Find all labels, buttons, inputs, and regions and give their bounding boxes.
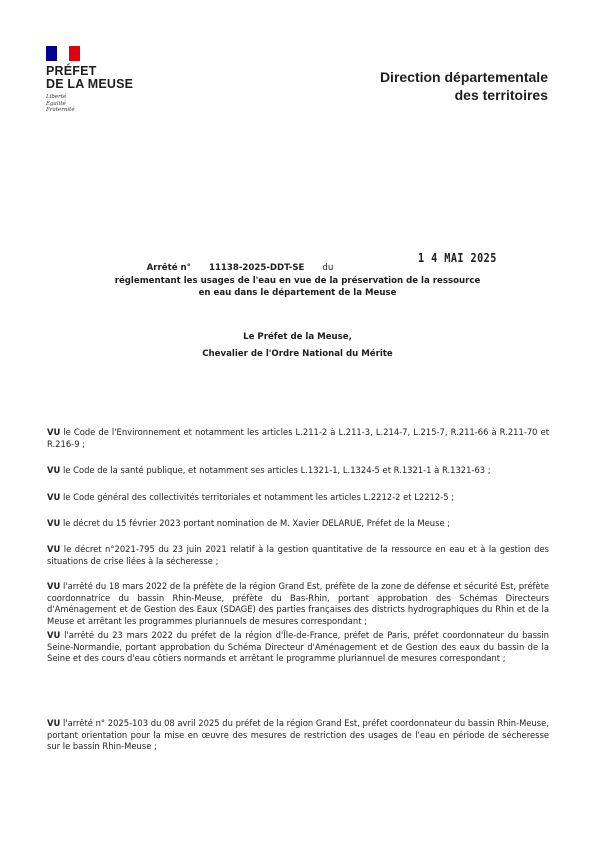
signer-block [0,329,595,363]
direction-line2: des territoires [454,87,548,103]
vu-paragraph [47,718,549,753]
vu-label: VU [47,544,61,554]
vu-paragraph [47,544,549,567]
decree-title-line3: en eau dans le département de la Meuse [198,288,397,298]
prefecture-logo [46,46,156,114]
motto-liberte: Liberté [46,94,67,100]
vu-paragraph [47,630,549,665]
issuing-direction [380,68,548,104]
decree-title-line1 [0,262,595,275]
decree-title-line2: réglementant les usages de l'eau en vue de la préservation de la ressource [114,275,481,286]
decree-du: du [322,263,334,273]
marianne-flag-icon [46,46,80,61]
motto-egalite: Égalité [46,100,66,107]
vu-text: le Code de l'Environnement et notamment les articles L.211-2 à L.211-3, L.214-7, L.215-7, R.211-66 à R.211-70 et R.216-9 ; [47,427,550,449]
vu-label: VU [47,718,61,728]
signer-line2: Chevalier de l'Ordre National du Mérite [202,349,393,359]
decree-label: Arrêté n° [146,263,191,273]
prefecture-name-line2: DE LA MEUSE [46,77,134,91]
vu-label: VU [47,427,61,437]
vu-text: le Code de la santé publique, et notamment ses articles L.1321-1, L.1324-5 et R.1321-1 à R.1321-63 ; [62,465,491,475]
vu-text: l'arrêté du 23 mars 2022 du préfet de la région d'Île-de-France, préfet de Paris, préfet coordonnateur du bassin Seine-Normandie, portant approbation du Schéma Directeur d'Aménagement et de Gestion des eaux du bassin de la Seine et des cours d'eau côtiers normands et arrêtant le programme pluriannuel de mesures correspondant ; [47,630,549,664]
vu-text: l'arrêté n° 2025-103 du 08 avril 2025 du préfet de la région Grand Est, préfet coordonnateur du bassin Rhin-Meuse, portant orientation pour la mise en œuvre des mesures de restriction des usages de l'eau en période de sécheresse sur le bassin Rhin-Meuse ; [47,718,549,752]
vu-text: le décret du 15 février 2023 portant nomination de M. Xavier DELARUE, Préfet de la Meuse ; [62,518,451,528]
signer-line1: Le Préfet de la Meuse, [243,332,352,342]
vu-label: VU [47,581,61,591]
prefecture-name-line1: PRÉFET [46,64,97,78]
vu-paragraph [47,492,549,504]
vu-label: VU [47,465,61,475]
prefecture-name [46,65,156,91]
decree-title [0,262,595,300]
decree-number: 11138-2025-DDT-SE [208,263,305,273]
vu-label: VU [47,630,61,640]
republic-motto [46,94,156,114]
vu-paragraph [47,581,549,627]
vu-paragraph [47,518,549,530]
vu-text: l'arrêté du 18 mars 2022 de la préfète de la région Grand Est, préfète de la zone de défense et sécurité Est, préfète coordonnatrice du bassin Rhin-Meuse, préfète du Bas-Rhin, portant approbation des Schémas Directeurs d'Aménagement et de Gestion des Eaux (SDAGE) des parties françaises des districts hydrographiques du Rhin et de la Meuse et arrêtant les programmes pluriannuels de mesures correspondant ; [47,581,550,626]
vu-paragraph [47,465,549,477]
date-stamp: 1 4 MAI 2025 [418,251,497,265]
direction-line1: Direction départementale [379,69,548,85]
vu-label: VU [47,518,61,528]
vu-text: le Code général des collectivités territoriales et notamment les articles L.2212-2 et L2212-5 ; [62,492,455,502]
vu-label: VU [47,492,61,502]
motto-fraternite: Fraternité [46,107,75,113]
vu-paragraph [47,427,549,450]
vu-text: le décret n°2021-795 du 23 juin 2021 relatif à la gestion quantitative de la ressource en eau et à la gestion des situations de crise liées à la sécheresse ; [47,544,549,566]
